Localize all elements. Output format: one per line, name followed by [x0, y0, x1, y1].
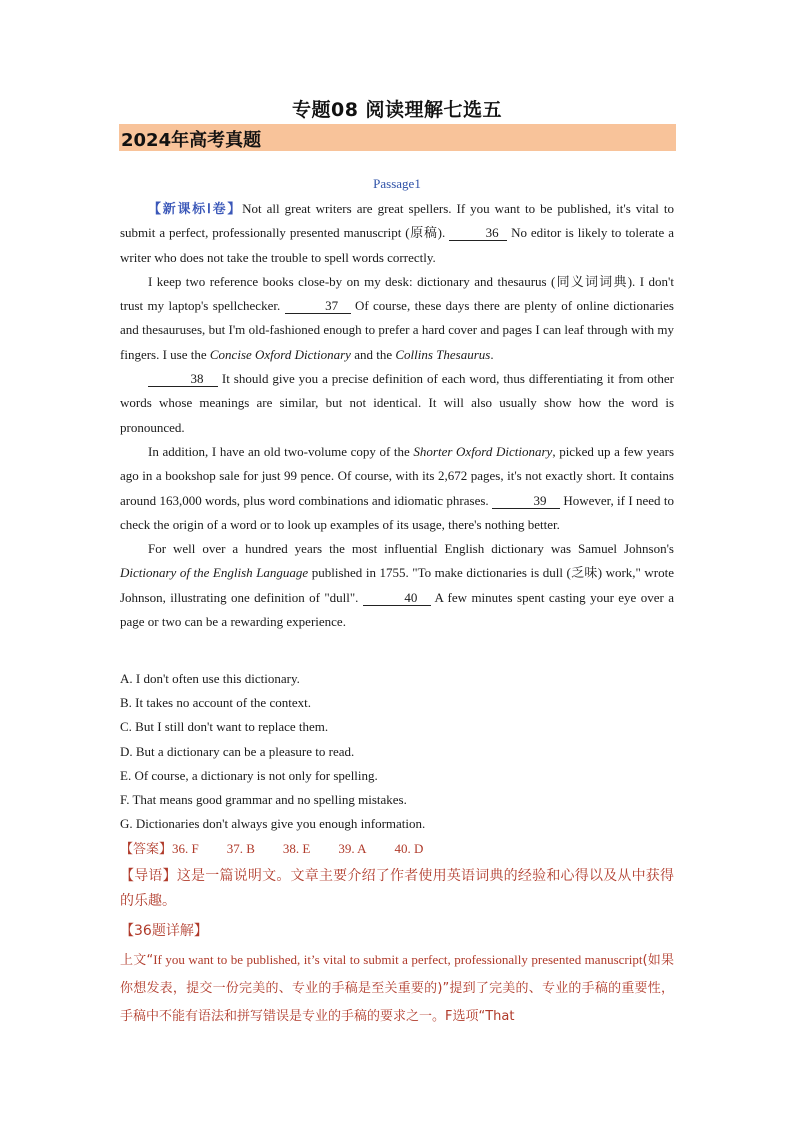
detail-body [120, 946, 674, 1031]
blank-36: 36 [449, 225, 507, 241]
paragraph-text: Of course, these days there are plenty of online dictionaries and thesauruses, but I'm old-fashioned enough to prefer a hard cover and pages I can leaf through with my fingers. I use the [120, 298, 674, 362]
paragraph-text: , picked up a few years ago in a bookshop sale for just 99 pence. Of course, with its 2,672 pages, it's not exactly short. It contains around 163,000 words, plus word combinations and idiomatic phrases. [120, 443, 674, 508]
page-title: 专题08 阅读理解七选五 [291, 99, 503, 121]
detail-heading: 【36题详解】 [120, 923, 208, 939]
paragraph-text: A few minutes spent casting your eye over a page or two can be a rewarding experience. [120, 589, 674, 630]
paragraph-text: I keep two reference books close-by on my desk: dictionary and thesaurus (同义词词典). I don't trust my laptop's spellchecker. [120, 273, 674, 314]
paragraph-text: Not all great writers are great spellers. If you want to be published, it's vital to submit a perfect, professionally presented manuscript (原稿). [120, 201, 674, 241]
paragraph-1 [120, 197, 674, 270]
paragraph-2 [120, 270, 674, 367]
detail-quote: If you want to be published, it’s vital to submit a perfect, professionally presented manuscript [153, 952, 643, 967]
guide-text: 这是一篇说明文。文章主要介绍了作者使用英语词典的经验和心得以及从中获得的乐趣。 [120, 868, 674, 909]
blank-38: 38 [148, 371, 218, 387]
paragraph-5 [120, 537, 674, 634]
options-list [120, 667, 674, 836]
detail-text: 上文“ [120, 953, 154, 968]
answer-item: 38. E [282, 841, 311, 856]
blank-39: 39 [492, 493, 560, 509]
guide-section [120, 864, 674, 914]
blank-37: 37 [285, 298, 351, 314]
paragraph-text: However, if I need to check the origin of a word or to look up examples of its usage, there's nothing better. [120, 492, 675, 532]
option-f: F. That means good grammar and no spelling mistakes. [120, 792, 407, 808]
source-tag: 【新课标Ⅰ卷】 [148, 201, 243, 216]
book-title: Shorter Oxford Dictionary [413, 443, 553, 459]
section-header-bar [119, 124, 676, 151]
answer-item: 39. A [338, 841, 367, 856]
answer-key [120, 838, 451, 857]
paragraph-text: published in 1755. "To make dictionaries is dull (乏味) work," wrote Johnson, illustrating one definition of "dull". [120, 565, 674, 605]
paragraph-text: It should give you a precise definition of each word, thus differentiating it from other words whose meanings are similar, but not identical. It will also usually show how the word is pronounced. [120, 371, 674, 435]
detail-text: (如果你想发表，提交一份完美的、专业的手稿是至关重要的)”提到了完美的、专业的手稿的重要性，手稿中不能有语法和拼写错误是专业的手稿的要求之一。F选项“That [120, 953, 674, 1024]
passage-label: Passage1 [373, 176, 421, 191]
paragraph-4 [120, 440, 674, 537]
answer-item: 36. F [172, 841, 199, 856]
answer-item: 37. B [226, 841, 255, 856]
book-title: Dictionary of the English Language [120, 565, 309, 581]
book-title: Concise Oxford Dictionary [209, 346, 351, 362]
option-b: B. It takes no account of the context. [120, 695, 311, 711]
option-e: E. Of course, a dictionary is not only for spelling. [120, 767, 378, 783]
section-title: 2024年高考真题 [121, 130, 262, 151]
passage-body [120, 197, 674, 634]
option-a: A. I don't often use this dictionary. [120, 671, 300, 686]
paragraph-text: and the [350, 346, 396, 362]
option-c: C. But I still don't want to replace them. [120, 719, 329, 735]
paragraph-text: No editor is likely to tolerate a writer who does not take the trouble to spell words correctly. [120, 225, 674, 265]
paragraph-text: In addition, I have an old two-volume copy of the [148, 443, 414, 459]
answer-item: 40. D [394, 841, 424, 856]
paragraph-text: For well over a hundred years the most influential English dictionary was Samuel Johnson's [148, 541, 674, 557]
option-g: G. Dictionaries don't always give you enough information. [120, 816, 426, 832]
book-title: Collins Thesaurus [395, 346, 491, 362]
paragraph-3 [120, 367, 674, 440]
guide-label: 【导语】 [120, 868, 177, 884]
paragraph-text: . [490, 346, 494, 362]
answer-label: 【答案】 [120, 841, 173, 856]
blank-40: 40 [363, 590, 431, 606]
option-d: D. But a dictionary can be a pleasure to read. [120, 743, 355, 759]
